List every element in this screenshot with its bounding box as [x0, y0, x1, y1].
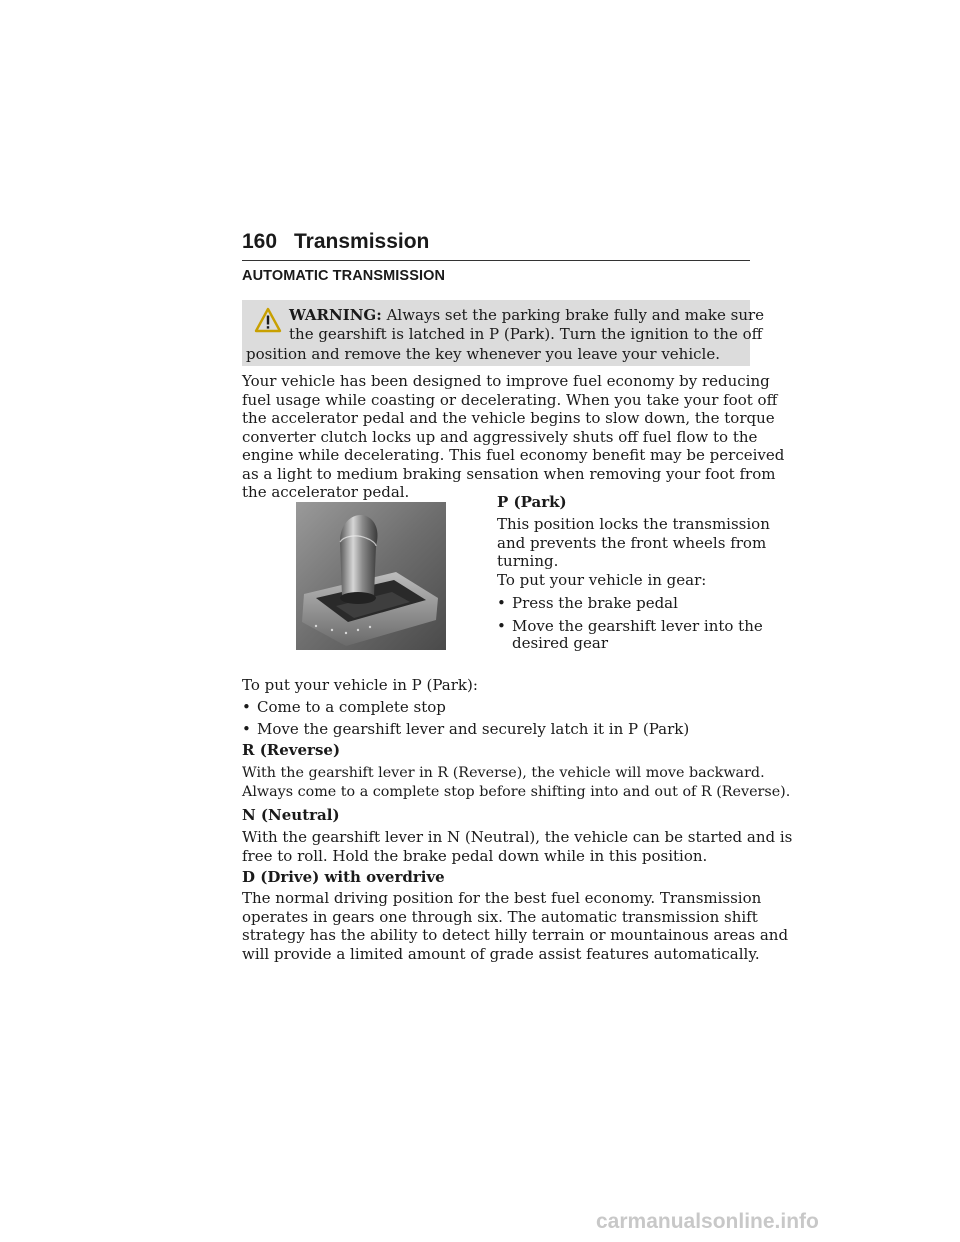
- neutral-heading: N (Neutral): [242, 806, 340, 824]
- intro-line: as a light to medium braking sensation when removing your foot from: [242, 464, 776, 483]
- warning-label: WARNING:: [289, 306, 382, 324]
- bullet-dot: •: [242, 720, 251, 738]
- reverse-paragraph: [242, 764, 790, 801]
- watermark: carmanualsonline.info: [596, 1210, 819, 1233]
- page-header: [242, 230, 750, 262]
- intro-line: engine while decelerating. This fuel economy benefit may be perceived: [242, 446, 785, 464]
- in-gear-bullet: [497, 617, 763, 635]
- header-divider: [242, 260, 750, 261]
- intro-paragraph: [242, 372, 784, 502]
- intro-line: converter clutch locks up and aggressively shuts off fuel flow to the: [242, 427, 758, 446]
- warning-text-line-1: Always set the parking brake fully and make sure: [386, 306, 765, 324]
- bullet-dot: •: [242, 698, 251, 716]
- park-desc-line: This position locks the transmission: [497, 515, 770, 533]
- neutral-paragraph: [242, 828, 792, 865]
- bullet-dot: •: [497, 594, 506, 612]
- drive-paragraph: [242, 889, 788, 963]
- in-gear-bullet: [497, 594, 678, 612]
- warning-box: [242, 300, 765, 366]
- to-park-bullet: [242, 698, 446, 716]
- park-desc-line: and prevents the front wheels from: [497, 533, 767, 552]
- neutral-line: free to roll. Hold the brake pedal down while in this position.: [242, 846, 708, 865]
- reverse-line: With the gearshift lever in R (Reverse), the vehicle will move backward.: [242, 765, 765, 781]
- warning-text-line-2: the gearshift is latched in P (Park). Turn the ignition to the off: [289, 325, 763, 343]
- to-park-intro: To put your vehicle in P (Park):: [242, 676, 478, 694]
- to-park-bullet-text: Move the gearshift lever and securely latch it in P (Park): [257, 720, 690, 738]
- in-gear-bullet-text: Move the gearshift lever into the: [512, 617, 763, 635]
- drive-line: operates in gears one through six. The automatic transmission shift: [242, 907, 758, 926]
- reverse-heading: R (Reverse): [242, 741, 341, 759]
- to-park-bullet: [242, 720, 689, 738]
- intro-line: Your vehicle has been designed to improve fuel economy by reducing: [242, 372, 770, 390]
- bullet-dot: •: [497, 617, 506, 635]
- page-number: 160: [242, 230, 278, 253]
- park-description: [497, 515, 770, 571]
- intro-line: the accelerator pedal.: [242, 483, 410, 501]
- drive-heading: D (Drive) with overdrive: [242, 868, 445, 886]
- to-park-bullet-text: Come to a complete stop: [257, 698, 446, 716]
- intro-line: the accelerator pedal and the vehicle begins to slow down, the torque: [242, 409, 775, 427]
- section-title: AUTOMATIC TRANSMISSION: [242, 268, 446, 284]
- drive-line: The normal driving position for the best fuel economy. Transmission: [242, 889, 762, 907]
- in-gear-intro: To put your vehicle in gear:: [497, 571, 707, 589]
- gearshift-lever-image: [296, 502, 446, 650]
- neutral-line: With the gearshift lever in N (Neutral), the vehicle can be started and is: [242, 828, 793, 846]
- intro-line: fuel usage while coasting or decelerating. When you take your foot off: [242, 390, 778, 409]
- warning-text-line-3: position and remove the key whenever you leave your vehicle.: [246, 345, 720, 363]
- reverse-line: Always come to a complete stop before shifting into and out of R (Reverse).: [242, 783, 791, 800]
- in-gear-bullet-text: Press the brake pedal: [512, 594, 678, 612]
- drive-line: will provide a limited amount of grade assist features automatically.: [242, 944, 760, 963]
- warning-triangle-icon: [254, 307, 282, 333]
- park-heading: P (Park): [497, 493, 567, 511]
- chapter-title: Transmission: [294, 230, 430, 253]
- drive-line: strategy has the ability to detect hilly terrain or mountainous areas and: [242, 926, 789, 944]
- in-gear-bullet-continuation: desired gear: [512, 634, 608, 652]
- park-desc-line: turning.: [497, 552, 559, 570]
